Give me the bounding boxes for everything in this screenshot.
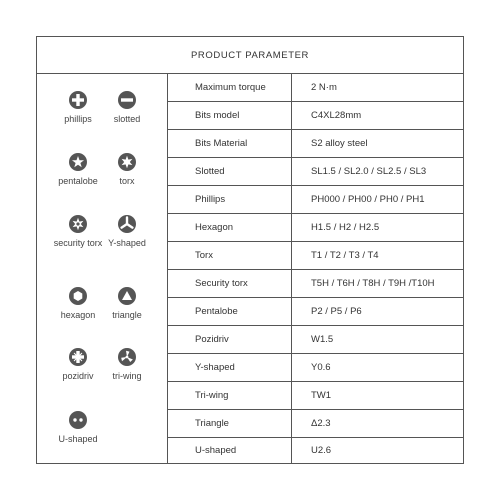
param-value: P2 / P5 / P6 — [311, 306, 362, 317]
bit-type-slotted — [96, 90, 158, 124]
param-name: Triangle — [168, 410, 292, 437]
triangle-icon — [117, 286, 137, 306]
pentalobe-icon — [68, 152, 88, 172]
param-value: T1 / T2 / T3 / T4 — [311, 250, 379, 261]
bit-type-u-shaped — [47, 410, 109, 444]
icon-label: hexagon — [60, 310, 96, 320]
param-value: T5H / T6H / T8H / T9H /T10H — [311, 278, 435, 289]
param-name: Phillips — [168, 186, 292, 213]
icon-label: torx — [119, 176, 135, 186]
param-name: Y-shaped — [168, 354, 292, 381]
param-name: Hexagon — [168, 214, 292, 241]
table-row — [168, 130, 463, 158]
bit-type-torx — [96, 152, 158, 186]
card-title: PRODUCT PARAMETER — [37, 37, 463, 74]
param-value: C4XL28mm — [311, 110, 362, 121]
param-value: SL1.5 / SL2.0 / SL2.5 / SL3 — [311, 166, 427, 177]
param-value: Δ2.3 — [311, 418, 331, 429]
param-value: 2 N·m — [311, 82, 337, 93]
pozidriv-icon — [68, 347, 88, 367]
bit-icon-panel — [37, 74, 168, 463]
hexagon-icon — [68, 286, 88, 306]
param-value: Y0.6 — [311, 362, 331, 373]
param-value: H1.5 / H2 / H2.5 — [311, 222, 380, 233]
bit-type-y-shaped — [96, 214, 158, 248]
table-row — [168, 326, 463, 354]
u-shaped-icon — [68, 410, 88, 430]
icon-label: U-shaped — [58, 434, 98, 444]
icon-label: security torx — [53, 238, 103, 248]
table-row — [168, 242, 463, 270]
table-row — [168, 270, 463, 298]
slotted-icon — [117, 90, 137, 110]
icon-label: Y-shaped — [108, 238, 146, 248]
bit-type-triangle — [96, 286, 158, 320]
icon-label: slotted — [113, 114, 141, 124]
icon-label: triangle — [112, 310, 142, 320]
param-name: Security torx — [168, 270, 292, 297]
table-row — [168, 102, 463, 130]
table-row — [168, 158, 463, 186]
icon-label: tri-wing — [112, 371, 142, 381]
icon-label: phillips — [64, 114, 92, 124]
security-torx-icon — [68, 214, 88, 234]
param-name: Maximum torque — [168, 74, 292, 101]
table-row — [168, 410, 463, 438]
param-name: Torx — [168, 242, 292, 269]
tri-wing-icon — [117, 347, 137, 367]
bit-type-tri-wing — [96, 347, 158, 381]
table-row — [168, 382, 463, 410]
param-value: PH000 / PH00 / PH0 / PH1 — [311, 194, 425, 205]
param-value: TW1 — [311, 390, 332, 401]
y-shaped-icon — [117, 214, 137, 234]
table-row — [168, 186, 463, 214]
table-row — [168, 214, 463, 242]
phillips-icon — [68, 90, 88, 110]
param-name: Tri-wing — [168, 382, 292, 409]
param-value: U2.6 — [311, 445, 332, 456]
parameter-table — [168, 74, 463, 463]
torx-icon — [117, 152, 137, 172]
table-row — [168, 74, 463, 102]
table-row — [168, 438, 463, 463]
table-row — [168, 354, 463, 382]
param-name: Pozidriv — [168, 326, 292, 353]
param-value: W1.5 — [311, 334, 334, 345]
param-value: S2 alloy steel — [311, 138, 368, 149]
param-name: Bits model — [168, 102, 292, 129]
icon-label: pozidriv — [62, 371, 94, 381]
param-name: U-shaped — [168, 438, 292, 463]
table-row — [168, 298, 463, 326]
icon-label: pentalobe — [58, 176, 98, 186]
product-parameter-card — [36, 36, 464, 464]
param-name: Pentalobe — [168, 298, 292, 325]
param-name: Bits Material — [168, 130, 292, 157]
param-name: Slotted — [168, 158, 292, 185]
